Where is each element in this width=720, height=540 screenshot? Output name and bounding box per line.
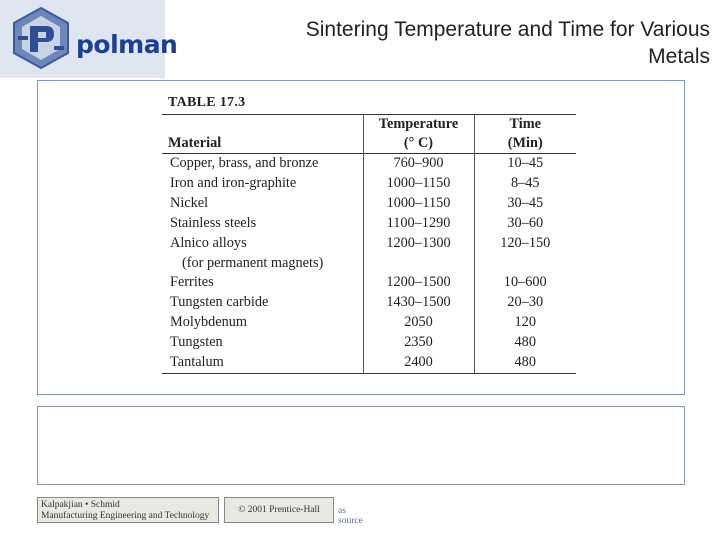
cell-material: Ferrites	[170, 274, 214, 291]
cell-temperature: 1000–1150	[363, 174, 474, 194]
slide-header	[0, 0, 720, 78]
cell-material: Tantalum	[170, 354, 224, 371]
cell-temperature: 2050	[363, 313, 474, 333]
table-row	[162, 353, 576, 373]
cell-temperature: 1200–1500	[363, 273, 474, 293]
cell-material: Copper, brass, and bronze	[170, 155, 319, 171]
cell-time	[474, 254, 576, 274]
cell-material: Molybdenum	[170, 314, 248, 331]
cell-time: 120	[474, 313, 576, 333]
header-time-line-1: Time	[509, 116, 541, 132]
polman-logo-icon	[8, 6, 74, 70]
table-caption: TABLE 17.3	[168, 95, 246, 110]
logo-panel	[0, 0, 178, 78]
table-row	[162, 254, 576, 274]
book-title: Manufacturing Engineering and Technology	[41, 511, 210, 521]
logo-wordmark: polman	[76, 30, 178, 59]
cell-time: 10–45	[474, 154, 576, 174]
data-table	[162, 114, 576, 374]
cell-time: 10–600	[474, 273, 576, 293]
book-authors: Kalpakjian • Schmid	[41, 500, 120, 510]
table-row	[162, 293, 576, 313]
header-material: Material	[168, 135, 222, 151]
cell-material: Stainless steels	[170, 214, 257, 231]
cell-material-note: (for permanent magnets)	[182, 254, 324, 271]
cell-material: Tungsten	[170, 334, 223, 351]
cell-temperature: 2400	[363, 353, 474, 373]
table-row	[162, 214, 576, 234]
cell-time: 480	[474, 353, 576, 373]
cell-temperature: 1100–1290	[363, 214, 474, 234]
cell-temperature: 2350	[363, 333, 474, 353]
slide-title	[240, 16, 710, 70]
cell-time: 480	[474, 333, 576, 353]
book-credit	[37, 497, 219, 523]
table-row	[162, 333, 576, 353]
header-temperature-line-1: Temperature	[378, 116, 459, 132]
table-row	[162, 194, 576, 214]
source-note: as source	[338, 506, 363, 526]
table-row	[162, 273, 576, 293]
notes-box	[37, 406, 685, 485]
cell-time: 20–30	[474, 293, 576, 313]
cell-time: 30–45	[474, 194, 576, 214]
header-time-line-2: (Min)	[507, 135, 543, 151]
slide-title-line-1: Sintering Temperature and Time for Various	[305, 18, 710, 41]
cell-temperature: 1200–1300	[363, 234, 474, 254]
cell-material: Tungsten carbide	[170, 294, 269, 311]
slide-title-line-2: Metals	[648, 45, 710, 68]
cell-material: Iron and iron-graphite	[170, 174, 297, 191]
cell-temperature: 1000–1150	[363, 194, 474, 214]
header-temperature-line-2: (° C)	[403, 135, 434, 151]
cell-material: Alnico alloys	[170, 234, 247, 251]
table-row	[162, 234, 576, 254]
cell-temperature: 760–900	[363, 154, 474, 174]
cell-temperature	[363, 254, 474, 274]
cell-temperature: 1430–1500	[363, 293, 474, 313]
cell-time: 120–150	[474, 234, 576, 254]
table-header-row	[162, 115, 576, 154]
header-time	[474, 115, 576, 154]
table-row	[162, 313, 576, 333]
table-row	[162, 174, 576, 194]
cell-time: 8–45	[474, 174, 576, 194]
header-temperature	[363, 115, 474, 154]
table-row	[162, 154, 576, 174]
cell-time: 30–60	[474, 214, 576, 234]
copyright-badge: © 2001 Prentice-Hall	[224, 497, 334, 523]
cell-material: Nickel	[170, 194, 209, 211]
sintering-table	[162, 92, 576, 374]
